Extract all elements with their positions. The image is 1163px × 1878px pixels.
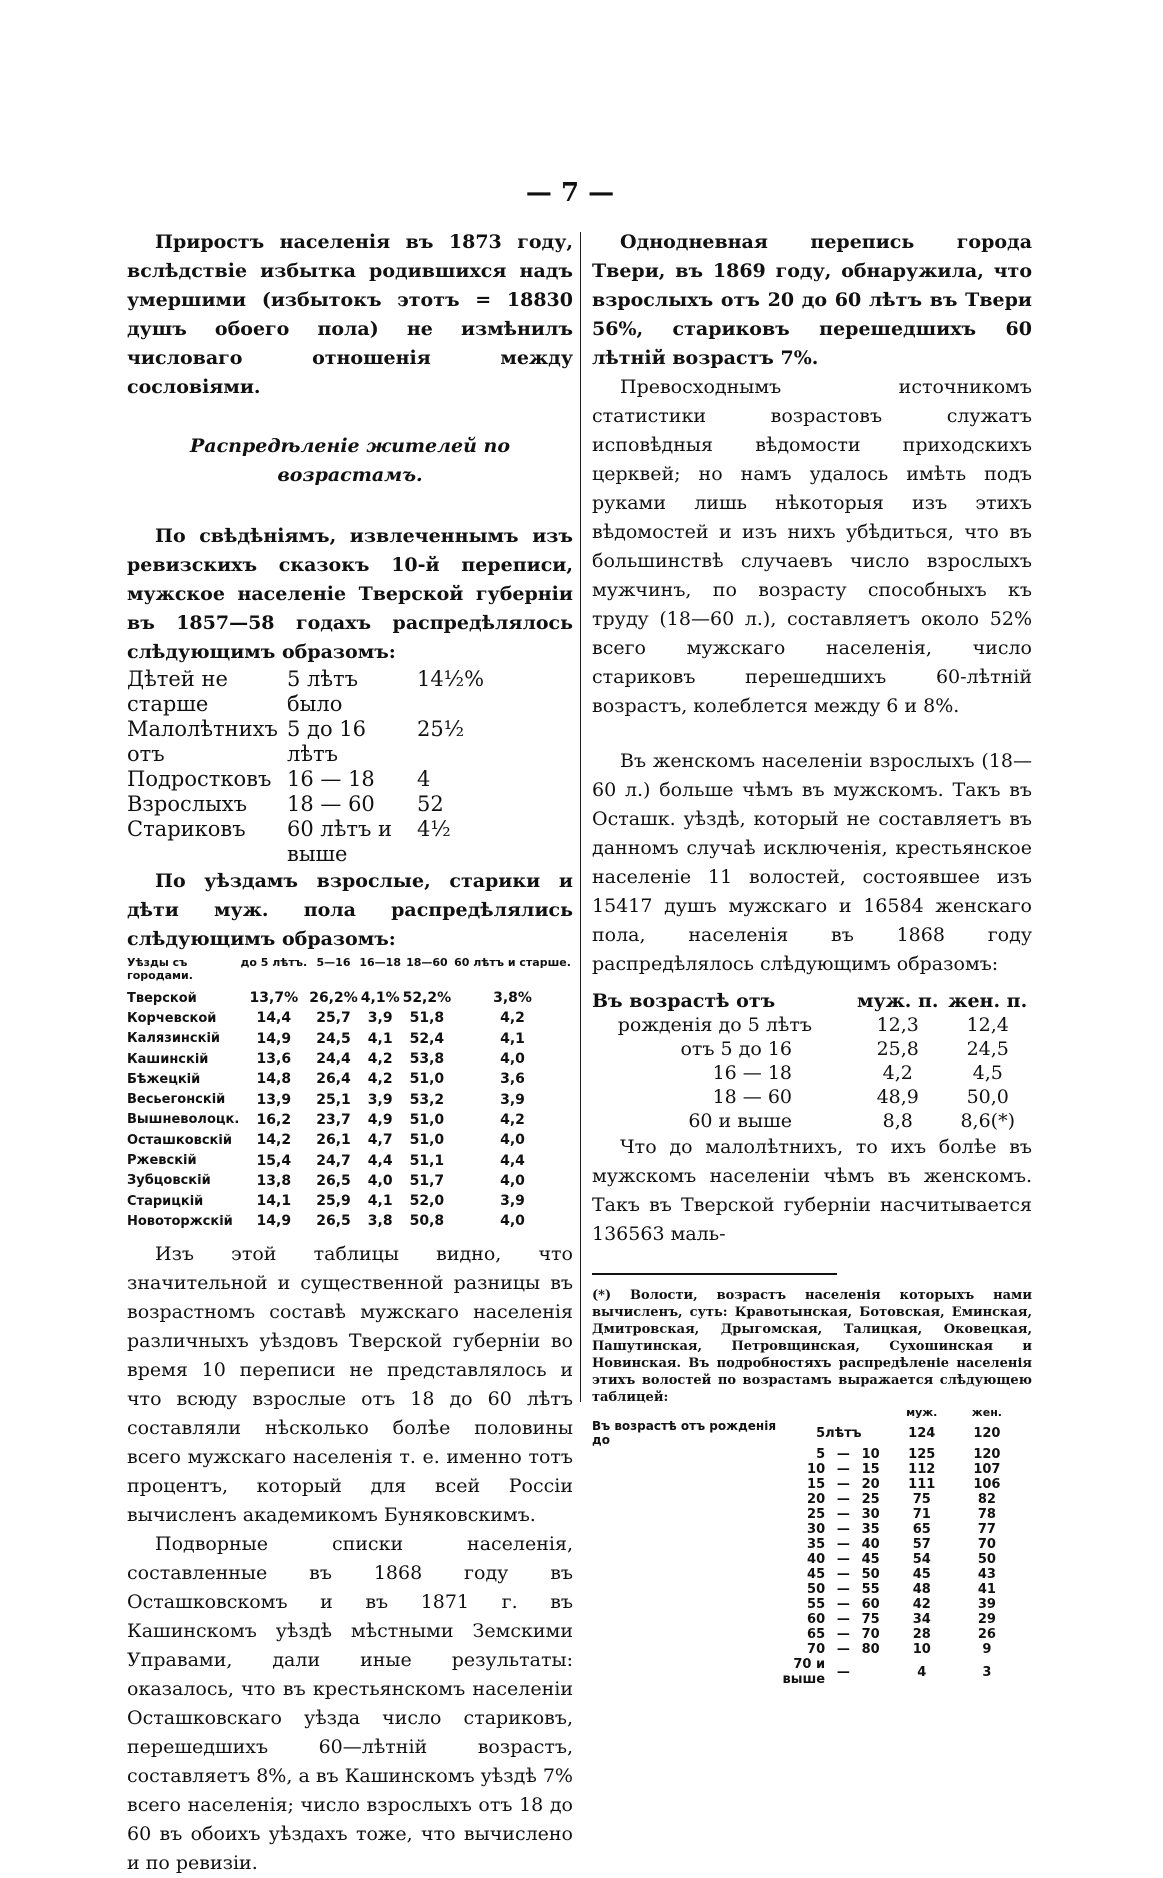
table-cell: 4,0	[500, 1172, 525, 1189]
row-label	[592, 1612, 782, 1627]
row-label	[592, 1462, 782, 1477]
table-row	[127, 1029, 573, 1049]
uezd-name: Старицкій	[127, 1193, 204, 1209]
age-sep: —	[836, 1477, 850, 1492]
uezd-name: Калязинскій	[127, 1031, 221, 1047]
column-header: жен.	[971, 1406, 1002, 1419]
table-cell: 4,0	[367, 1172, 393, 1189]
age-range: 60 лѣтъ и выше	[287, 817, 393, 866]
table-row	[592, 1447, 1022, 1462]
table-cell: 13,7%	[249, 990, 299, 1007]
table-row	[127, 1150, 573, 1170]
age-from: 55	[807, 1597, 826, 1612]
age-label: Дѣтей не старше	[127, 667, 228, 716]
age-from: 45	[807, 1567, 826, 1582]
age-value: 4½	[417, 817, 451, 841]
table-cell: 14,9	[256, 1213, 292, 1230]
header-spacer	[592, 1406, 782, 1419]
table-row	[592, 1612, 1022, 1627]
male-count: 57	[912, 1537, 931, 1552]
row-label	[592, 1492, 782, 1507]
table-row	[592, 1657, 1022, 1687]
table-cell: 12,4	[966, 1014, 1009, 1036]
row-label	[592, 1582, 782, 1597]
table-row	[127, 1191, 573, 1211]
table-cell: 3,9	[367, 1091, 393, 1108]
paragraph: Однодневная перепись города Твери, въ 1869 году, обнаружила, что взрослыхъ отъ 20 до 60 лѣтъ въ Твери 56%, стариковъ перешедшихъ 60 лѣтній возрастъ 7%.	[592, 231, 1032, 369]
column-divider	[580, 232, 581, 1402]
table-cell: 51,0	[409, 1111, 445, 1128]
age-to	[862, 1657, 892, 1687]
table-cell: 26,4	[316, 1071, 351, 1088]
column-header: жен. п.	[948, 990, 1028, 1012]
age-from: 50	[807, 1582, 826, 1597]
table-cell: 4,0	[500, 1051, 525, 1068]
age-to: 35	[861, 1522, 880, 1537]
male-count: 42	[912, 1597, 931, 1612]
row-label	[592, 1447, 782, 1462]
table-row	[127, 1008, 573, 1028]
age-from: 5	[816, 1425, 826, 1441]
table-cell: 14,1	[256, 1193, 292, 1210]
female-count: 41	[977, 1582, 996, 1597]
table-cell: 8,8	[882, 1110, 913, 1132]
table-row	[592, 1627, 1022, 1642]
paragraph: Превосходнымъ источникомъ статистики возрастовъ служатъ исповѣдныя вѣдомости приходскихъ церквей; но намъ удалось имѣть подъ руками лишь нѣкоторыя изъ этихъ вѣдомостей и изъ нихъ убѣдиться, что въ большинствѣ случаевъ число взрослыхъ мужчинъ, по возрасту способныхъ къ труду (18—60 л.), составляетъ около 52% всего мужскаго населенія, число стариковъ перешедшихъ 60-лѣтній возрастъ, колеблется между 6 и 8%.	[592, 376, 1032, 717]
age-range: 60 и выше	[688, 1110, 792, 1132]
paragraph: Изъ этой таблицы видно, что значительной и существенной разницы въ возрастномъ составѣ мужскаго населенія различныхъ уѣздовъ Тверской губерніи во время 10 переписи не представлялось и что всюду взрослые отъ 18 до 60 лѣтъ составляли нѣсколько болѣе половины всего мужскаго населенія т. е. именно тотъ процентъ, который для всей Россіи вычисленъ академикомъ Буняковскимъ.	[127, 1242, 573, 1526]
age-range: 18 — 60	[712, 1086, 792, 1108]
row-label	[592, 1537, 782, 1552]
header-spacer	[782, 1406, 825, 1419]
age-range: отъ 5 до 16	[680, 1038, 792, 1060]
uezd-name: Вышневолоцк.	[127, 1112, 240, 1128]
table-cell: 3,8	[367, 1213, 393, 1230]
table-cell: 52,2%	[402, 990, 452, 1007]
table-cell: 4,0	[500, 1132, 525, 1149]
table-cell: 4,9	[367, 1111, 393, 1128]
table-row	[592, 1085, 1032, 1109]
uezd-name: Тверской	[127, 990, 197, 1006]
table-cell: 14,9	[256, 1030, 292, 1047]
uezd-name: Весьегонскій	[127, 1092, 226, 1108]
table-cell: 25,1	[316, 1091, 351, 1108]
row-label	[592, 1507, 782, 1522]
table-cell: 23,7	[316, 1111, 351, 1128]
header-spacer	[825, 1406, 861, 1419]
table-row	[592, 1419, 1022, 1447]
table-cell: 51,8	[409, 1010, 445, 1027]
uezd-name: Новоторжскій	[127, 1213, 233, 1229]
age-sep: —	[836, 1507, 850, 1522]
table-row	[592, 1037, 1032, 1061]
table-cell: 51,0	[409, 1132, 445, 1149]
table-cell: 3,8%	[493, 990, 532, 1007]
female-count: 106	[973, 1477, 1001, 1492]
age-from: 25	[807, 1507, 826, 1522]
table-row	[592, 1507, 1022, 1522]
table-row	[592, 1582, 1022, 1597]
age-sep: —	[836, 1522, 850, 1537]
table-cell: 4,2	[500, 1010, 525, 1027]
table-cell: 24,5	[316, 1030, 351, 1047]
paragraph: По уѣздамъ взрослые, старики и дѣти муж. пола распредѣлялись слѣдующимъ образомъ:	[127, 870, 573, 950]
table-cell: 4,2	[367, 1051, 393, 1068]
table-cell: 53,2	[409, 1091, 445, 1108]
table-cell: 51,1	[409, 1152, 445, 1169]
table-cell: 52,0	[409, 1193, 445, 1210]
table-cell: 3,9	[367, 1010, 393, 1027]
uezd-age-table	[127, 956, 573, 1232]
age-to: 50	[861, 1567, 880, 1582]
table-row	[592, 1642, 1022, 1657]
age-row	[127, 717, 573, 767]
column-header: до 5 лѣтъ.	[240, 956, 308, 969]
age-range: 5 лѣтъ было	[287, 667, 359, 716]
table-cell: 15,4	[256, 1152, 292, 1169]
table-row	[592, 1552, 1022, 1567]
table-cell: 3,9	[500, 1193, 525, 1210]
table-cell: 26,2%	[309, 990, 358, 1007]
table-row	[592, 1013, 1032, 1037]
age-to	[862, 1419, 892, 1447]
uezd-name: Ржевскій	[127, 1153, 197, 1169]
age-to: 70	[861, 1627, 880, 1642]
table-row	[592, 1522, 1022, 1537]
table-row	[592, 1462, 1022, 1477]
age-row	[127, 667, 573, 717]
table-cell: 3,6	[500, 1071, 525, 1088]
age-from: 35	[807, 1537, 826, 1552]
female-comparison-table	[592, 989, 1032, 1133]
age-from: 60	[807, 1612, 826, 1627]
table-cell: 4,1%	[360, 990, 400, 1007]
female-count: 82	[977, 1492, 996, 1507]
right-column	[592, 228, 1032, 1687]
age-to: 75	[861, 1612, 880, 1627]
table-cell: 52,4	[409, 1030, 445, 1047]
age-from: 40	[807, 1552, 826, 1567]
table-cell: 4,4	[367, 1152, 393, 1169]
table-cell: 24,5	[966, 1038, 1009, 1060]
paragraph: Въ женскомъ населеніи взрослыхъ (18—60 л.) больше чѣмъ въ мужскомъ. Такъ въ Осташк. уѣздѣ, который не составляетъ въ данномъ случаѣ исключенія, крестьянское населеніе 11 волостей, состоявшее изъ 15417 душъ мужскаго и 16584 женскаго пола, населенія въ 1868 году распредѣлялось слѣдующимъ образомъ:	[592, 750, 1032, 975]
female-count: 29	[977, 1612, 996, 1627]
male-count: 28	[912, 1627, 931, 1642]
table-cell: 4,5	[972, 1062, 1003, 1084]
table-cell: 4,1	[367, 1193, 393, 1210]
table-row	[592, 1567, 1022, 1582]
table-cell: 24,4	[316, 1051, 351, 1068]
age-to: 40	[861, 1537, 880, 1552]
female-count: 26	[977, 1627, 996, 1642]
age-to: 45	[861, 1552, 880, 1567]
female-count: 107	[973, 1462, 1001, 1477]
table-cell: 26,5	[316, 1172, 351, 1189]
uezd-name: Зубцовскій	[127, 1173, 211, 1189]
male-count: 75	[912, 1492, 931, 1507]
uezd-name: Осташковскій	[127, 1132, 232, 1148]
table-cell: 48,9	[876, 1086, 919, 1108]
column-header: муж. п.	[856, 990, 939, 1012]
footnote-rule	[592, 1273, 837, 1275]
female-count: 50	[977, 1552, 996, 1567]
column-header: 60 лѣтъ и старше.	[454, 956, 571, 969]
age-row	[127, 792, 573, 817]
age-value: 52	[417, 792, 444, 816]
age-from: 10	[807, 1462, 826, 1477]
table-row	[592, 1477, 1022, 1492]
table-cell: 4,1	[367, 1030, 393, 1047]
age-sep: —	[836, 1567, 850, 1582]
table-cell: 25,9	[316, 1193, 351, 1210]
row-label	[592, 1522, 782, 1537]
age-to: 10	[861, 1447, 880, 1462]
table-cell: 14,4	[256, 1010, 292, 1027]
male-count: 48	[912, 1582, 931, 1597]
age-sep: —	[836, 1664, 850, 1680]
table-row	[127, 988, 573, 1008]
male-count: 112	[908, 1462, 936, 1477]
age-sep: —	[836, 1627, 850, 1642]
table-cell: 4,2	[500, 1111, 525, 1128]
male-count: 54	[912, 1552, 931, 1567]
age-sep: —	[836, 1447, 850, 1462]
paragraph: Что до малолѣтнихъ, то ихъ болѣе въ мужскомъ населеніи чѣмъ въ женскомъ. Такъ въ Тверской губерніи насчитывается 136563 маль-	[592, 1136, 1032, 1245]
age-value: 14½%	[417, 667, 485, 691]
female-count: 39	[977, 1597, 996, 1612]
row-label	[592, 1567, 782, 1582]
section-title: Распредѣленіе жителей по возрастамъ.	[189, 435, 510, 486]
row-label	[592, 1552, 782, 1567]
age-range: рожденія до 5 лѣтъ	[617, 1014, 812, 1036]
table-row	[127, 1049, 573, 1069]
table-cell: 53,8	[409, 1051, 445, 1068]
table-cell: 12,3	[876, 1014, 919, 1036]
table-row	[592, 1537, 1022, 1552]
male-count: 125	[908, 1447, 936, 1462]
age-label: Стариковъ	[127, 817, 246, 841]
age-sep: —	[836, 1612, 850, 1627]
table-cell: 51,7	[409, 1172, 445, 1189]
table-cell: 13,8	[256, 1172, 292, 1189]
row-label	[592, 1642, 782, 1657]
row-label	[592, 1627, 782, 1642]
age-range: 16 — 18	[287, 767, 375, 791]
table-cell: 4,2	[367, 1071, 393, 1088]
table-cell: 26,1	[316, 1132, 351, 1149]
row-label	[592, 1477, 782, 1492]
column-header: 18—60	[406, 956, 448, 969]
age-sep: —	[836, 1537, 850, 1552]
age-sep: —	[836, 1492, 850, 1507]
footnote: (*) Волости, возрастъ населенія которыхъ нами вычисленъ, суть: Кравотынская, Ботовская, Еминская, Дмитровская, Дрыгомская, Талицкая, Оковецкая, Пашутинская, Петровщинская, Сухошинская и Новинская. Въ подробностяхъ распредѣленіе населенія этихъ волостей по возрастамъ выражается слѣдующею таблицей:	[592, 1288, 1032, 1405]
age-to: 80	[861, 1642, 880, 1657]
age-to: 55	[861, 1582, 880, 1597]
age-from: 70	[807, 1642, 826, 1657]
column-header: 16—18	[359, 956, 401, 969]
age-label: Взрослыхъ	[127, 792, 247, 816]
male-count: 10	[912, 1642, 931, 1657]
table-cell: 25,7	[316, 1010, 351, 1027]
row-label: Въ возрастѣ отъ рожденія до	[592, 1419, 777, 1447]
age-value: 4	[417, 767, 431, 791]
uezd-name: Бѣжецкій	[127, 1071, 201, 1087]
age-range: 5 до 16 лѣтъ	[287, 717, 367, 766]
paragraph: Подворные списки населенія, составленные въ 1868 году въ Осташковскомъ и въ 1871 г. въ Кашинскомъ уѣздѣ мѣстными Земскими Управами, дали иные результаты: оказалось, что въ крестьянскомъ населеніи Осташковскаго уѣзда число стариковъ, перешедшихъ 60—лѣтній возрастъ, составляетъ 8%, а въ Кашинскомъ уѣздѣ 7% всего населенія; число взрослыхъ отъ 18 до 60 въ обоихъ уѣздахъ тоже, что вычислено и по ревизіи.	[127, 1532, 573, 1874]
row-label	[592, 1657, 782, 1687]
age-sep: —	[836, 1462, 850, 1477]
male-count: 45	[912, 1567, 931, 1582]
table-cell: 26,5	[316, 1213, 351, 1230]
table-row	[127, 1171, 573, 1191]
male-count: 4	[917, 1664, 927, 1680]
table-cell: 3,9	[500, 1091, 525, 1108]
page-number: — 7 —	[525, 178, 615, 208]
table-row	[592, 1492, 1022, 1507]
age-sep: лѣтъ	[825, 1425, 862, 1441]
age-label: Подростковъ	[127, 767, 272, 791]
female-count: 120	[973, 1425, 1001, 1441]
age-range: 18 — 60	[287, 792, 375, 816]
column-header: муж.	[906, 1406, 938, 1419]
table-cell: 8,6(*)	[960, 1110, 1016, 1132]
footnote-table	[592, 1406, 1022, 1687]
age-to: 20	[861, 1477, 880, 1492]
age-sep: —	[836, 1642, 850, 1657]
table-row	[592, 1109, 1032, 1133]
age-to: 25	[861, 1492, 880, 1507]
age-from: 70 и выше	[782, 1657, 826, 1687]
table-cell: 25,8	[876, 1038, 919, 1060]
age-from: 15	[807, 1477, 826, 1492]
age-to: 60	[861, 1597, 880, 1612]
age-from: 20	[807, 1492, 826, 1507]
table-cell: 4,2	[882, 1062, 913, 1084]
male-count: 71	[912, 1507, 931, 1522]
header-spacer	[862, 1406, 892, 1419]
table-row	[127, 1211, 573, 1231]
column-header: 5—16	[316, 956, 351, 969]
female-count: 78	[977, 1507, 996, 1522]
column-header: Уѣзды съ городами.	[127, 956, 193, 982]
uezd-name: Кашинскій	[127, 1051, 209, 1067]
column-header: Въ возрастѣ отъ	[592, 990, 776, 1012]
table-cell: 4,0	[500, 1213, 525, 1230]
female-count: 3	[982, 1664, 992, 1680]
table-cell: 14,8	[256, 1071, 292, 1088]
row-label	[592, 1597, 782, 1612]
age-range: 16 — 18	[712, 1062, 792, 1084]
age-label: Малолѣтнихъ отъ	[127, 717, 278, 766]
male-count: 124	[908, 1425, 936, 1441]
age-from: 30	[807, 1522, 826, 1537]
age-row	[127, 767, 573, 792]
female-count: 70	[977, 1537, 996, 1552]
left-column	[127, 228, 573, 1878]
female-count: 120	[973, 1447, 1001, 1462]
table-cell: 50,0	[966, 1086, 1009, 1108]
age-row	[127, 817, 573, 867]
table-cell: 51,0	[409, 1071, 445, 1088]
female-count: 9	[982, 1642, 992, 1657]
male-count: 111	[908, 1477, 936, 1492]
age-from: 65	[807, 1627, 826, 1642]
table-row	[127, 1110, 573, 1130]
female-count: 43	[977, 1567, 996, 1582]
male-count: 34	[912, 1612, 931, 1627]
paragraph: По свѣдѣніямъ, извлеченнымъ изъ ревизскихъ сказокъ 10-й переписи, мужское населеніе Тверской губерніи въ 1857—58 годахъ распредѣлялось слѣдующимъ образомъ:	[127, 525, 573, 663]
table-cell: 14,2	[256, 1132, 292, 1149]
male-count: 65	[912, 1522, 931, 1537]
table-row	[127, 1069, 573, 1089]
age-sep: —	[836, 1552, 850, 1567]
age-from: 5	[816, 1447, 826, 1462]
table-row	[127, 1130, 573, 1150]
table-row	[592, 1597, 1022, 1612]
table-cell: 13,9	[256, 1091, 292, 1108]
table-cell: 16,2	[256, 1111, 292, 1128]
table-row	[127, 1089, 573, 1109]
female-count: 77	[977, 1522, 996, 1537]
table-cell: 50,8	[409, 1213, 445, 1230]
table-cell: 13,6	[256, 1051, 292, 1068]
age-sep: —	[836, 1597, 850, 1612]
table-cell: 4,4	[500, 1152, 525, 1169]
table-cell: 4,7	[367, 1132, 393, 1149]
table-row	[592, 1061, 1032, 1085]
table-cell: 4,1	[500, 1030, 525, 1047]
age-to: 30	[861, 1507, 880, 1522]
uezd-name: Корчевской	[127, 1010, 217, 1026]
table-cell: 24,7	[316, 1152, 351, 1169]
age-value: 25½	[417, 717, 465, 741]
age-sep: —	[836, 1582, 850, 1597]
paragraph: Приростъ населенія въ 1873 году, вслѣдствіе избытка родившихся надъ умершими (избытокъ этотъ = 18830 душъ обоего пола) не измѣнилъ числоваго отношенія между сословіями.	[127, 231, 573, 398]
age-distribution-list	[127, 667, 573, 867]
age-to: 15	[861, 1462, 880, 1477]
